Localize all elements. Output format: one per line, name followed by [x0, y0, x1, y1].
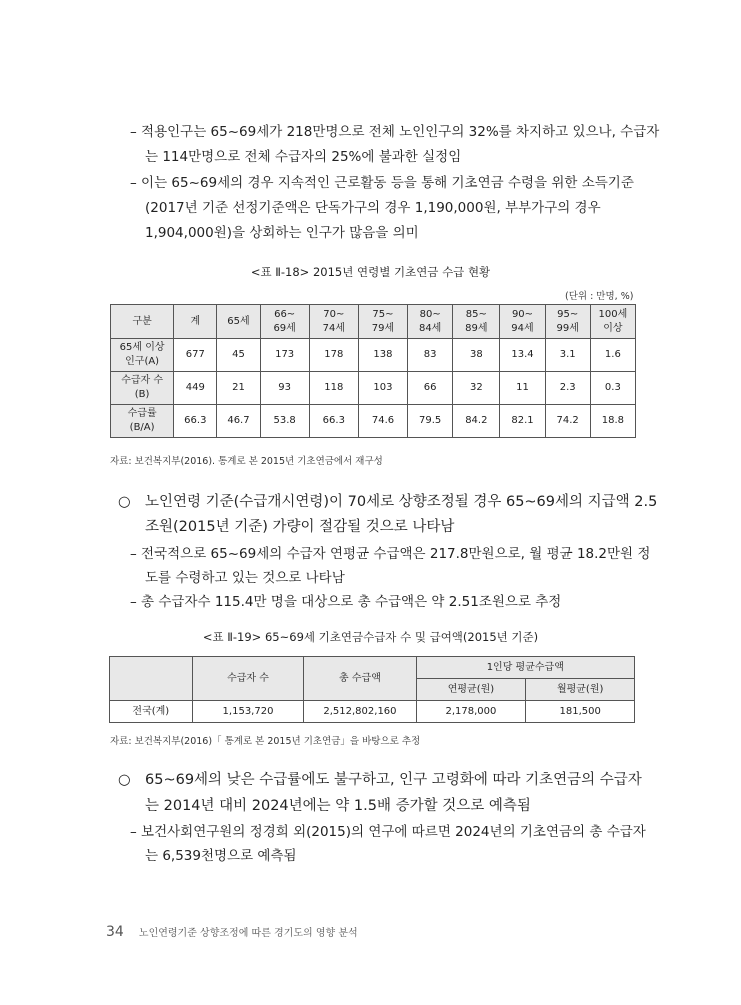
table-row	[111, 339, 636, 372]
table-cell: 13.4	[500, 339, 545, 372]
table-header-cell: 90~ 94세	[500, 305, 545, 339]
table-header-cell: 100세 이상	[590, 305, 635, 339]
row-label: 65세 이상 인구(A)	[111, 339, 174, 372]
paragraph-line: – 총 수급자수 115.4만 명을 대상으로 총 수급액은 약 2.51조원으로 추정	[130, 594, 562, 610]
table-cell: 53.8	[260, 405, 309, 438]
table-header-cell: 95~ 99세	[545, 305, 590, 339]
table-cell: 32	[453, 372, 500, 405]
table-header-cell: 월평균(원)	[526, 679, 635, 701]
table-row	[111, 372, 636, 405]
table-cell: 66.3	[309, 405, 358, 438]
table-cell: 46.7	[217, 405, 260, 438]
paragraph-line: (2017년 기준 선정기준액은 단독가구의 경우 1,190,000원, 부부가구의 경우	[145, 200, 601, 216]
paragraph-line: 1,904,000원)을 상회하는 인구가 많음을 의미	[145, 225, 419, 241]
table-cell: 82.1	[500, 405, 545, 438]
table-header-cell: 65세	[217, 305, 260, 339]
table-source: 자료: 보건복지부(2016)「 통계로 본 2015년 기초연금」을 바탕으로 추정	[110, 736, 421, 747]
table-header-cell: 70~ 74세	[309, 305, 358, 339]
bullet-circle: ○	[118, 494, 131, 510]
table-row	[110, 701, 635, 723]
table-header-cell: 1인당 평균수급액	[416, 657, 634, 679]
table-cell: 21	[217, 372, 260, 405]
recipients-table	[109, 656, 635, 723]
table-cell: 181,500	[526, 701, 635, 723]
table-cell: 677	[174, 339, 217, 372]
table-cell: 11	[500, 372, 545, 405]
table-header-cell: 연평균(원)	[416, 679, 526, 701]
table-cell: 2,178,000	[416, 701, 526, 723]
paragraph-line: 는 114만명으로 전체 수급자의 25%에 불과한 실정임	[145, 149, 462, 165]
table-header-cell: 75~ 79세	[358, 305, 407, 339]
age-pension-table	[110, 304, 636, 438]
page-footer	[106, 921, 358, 940]
table-unit: (단위 : 만명, %)	[565, 291, 634, 302]
paragraph-line: 는 2014년 대비 2024년에는 약 1.5배 증가할 것으로 예측됨	[145, 798, 531, 814]
table-cell: 74.2	[545, 405, 590, 438]
running-title: 노인연령기준 상향조정에 따른 경기도의 영향 분석	[138, 928, 358, 939]
table-cell: 1.6	[590, 339, 635, 372]
table-cell: 0.3	[590, 372, 635, 405]
table-source: 자료: 보건복지부(2016). 통계로 본 2015년 기초연금에서 재구성	[110, 456, 383, 467]
table-header-cell: 총 수급액	[304, 657, 416, 701]
row-label: 전국(계)	[110, 701, 193, 723]
table-cell: 449	[174, 372, 217, 405]
bullet-circle: ○	[118, 772, 131, 788]
table-cell: 84.2	[453, 405, 500, 438]
table-header-row	[111, 305, 636, 339]
paragraph-line: 도를 수령하고 있는 것으로 나타남	[145, 570, 345, 586]
page-number: 34	[106, 924, 124, 940]
table-caption: <표 Ⅱ-19> 65~69세 기초연금수급자 수 및 급여액(2015년 기준)	[202, 630, 539, 644]
paragraph-line: – 적용인구는 65~69세가 218만명으로 전체 노인인구의 32%를 차지하고 있으나, 수급자	[130, 124, 660, 140]
table-cell: 103	[358, 372, 407, 405]
paragraph-line: – 전국적으로 65~69세의 수급자 연평균 수급액은 217.8만원으로, 월 평균 18.2만원 정	[130, 546, 651, 562]
table-cell: 2,512,802,160	[304, 701, 416, 723]
table-cell: 3.1	[545, 339, 590, 372]
table-cell: 1,153,720	[192, 701, 304, 723]
table-cell: 2.3	[545, 372, 590, 405]
table-cell: 118	[309, 372, 358, 405]
table-cell: 173	[260, 339, 309, 372]
table-header-cell: 수급자 수	[192, 657, 304, 701]
table-cell: 138	[358, 339, 407, 372]
table-cell: 18.8	[590, 405, 635, 438]
table-row	[111, 405, 636, 438]
table-header-cell: 계	[174, 305, 217, 339]
table-cell: 66.3	[174, 405, 217, 438]
table-header-row	[110, 657, 635, 679]
table-cell: 79.5	[408, 405, 453, 438]
paragraph-line: – 이는 65~69세의 경우 지속적인 근로활동 등을 통해 기초연금 수령을 위한 소득기준	[130, 175, 634, 191]
paragraph-line: 노인연령 기준(수급개시연령)이 70세로 상향조정될 경우 65~69세의 지급액 2.5	[145, 494, 658, 510]
paragraph-line: 65~69세의 낮은 수급률에도 불구하고, 인구 고령화에 따라 기초연금의 수급자	[145, 772, 642, 788]
paragraph-line: 는 6,539천명으로 예측됨	[145, 848, 297, 864]
table-header-cell: 85~ 89세	[453, 305, 500, 339]
table-cell: 83	[408, 339, 453, 372]
table-header-cell: 구분	[111, 305, 174, 339]
table-cell: 93	[260, 372, 309, 405]
table-cell: 178	[309, 339, 358, 372]
table-header-cell: 66~ 69세	[260, 305, 309, 339]
table-header-cell	[110, 657, 193, 701]
table-cell: 66	[408, 372, 453, 405]
row-label: 수급률 (B/A)	[111, 405, 174, 438]
row-label: 수급자 수 (B)	[111, 372, 174, 405]
table-header-cell: 80~ 84세	[408, 305, 453, 339]
table-cell: 74.6	[358, 405, 407, 438]
paragraph-line: – 보건사회연구원의 정경희 외(2015)의 연구에 따르면 2024년의 기초연금의 총 수급자	[130, 824, 646, 840]
table-caption: <표 Ⅱ-18> 2015년 연령별 기초연금 수급 현황	[250, 265, 491, 279]
table-cell: 38	[453, 339, 500, 372]
table-cell: 45	[217, 339, 260, 372]
paragraph-line: 조원(2015년 기준) 가량이 절감될 것으로 나타남	[145, 519, 455, 535]
